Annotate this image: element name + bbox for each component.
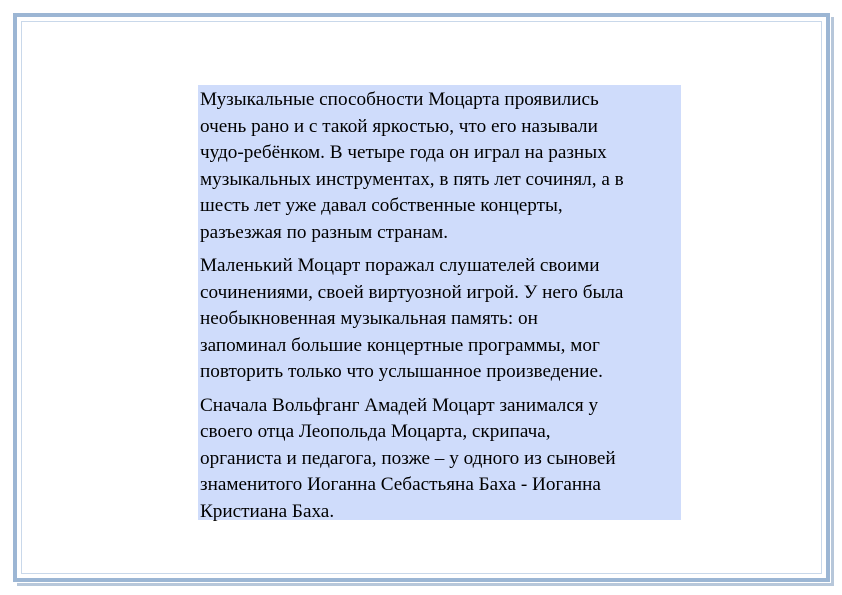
paragraph-childhood: Музыкальные способности Моцарта проявились очень рано и с такой яркостью, что его называли чудо-ребёнком. В четыре года он играл на разных музыкальных инструментах, в пять лет сочинял, а в шесть лет уже давал собственные концерты, разъезжая по разным странам.: [200, 89, 624, 243]
text-box: [198, 85, 681, 520]
paragraph-performances: Маленький Моцарт поражал слушателей своими сочинениями, своей виртуозной игрой. У него была необыкновенная музыкальная память: он запоминал большие концертные программы, мог повторить только что услышанное произведение.: [200, 255, 624, 382]
paragraph-teachers: Сначала Вольфганг Амадей Моцарт занимался у своего отца Леопольда Моцарта, скрипача, органиста и педагога, позже – у одного из сыновей знаменитого Иоганна Себастьяна Баха - Иоганна Кристиана Баха.: [200, 394, 616, 522]
